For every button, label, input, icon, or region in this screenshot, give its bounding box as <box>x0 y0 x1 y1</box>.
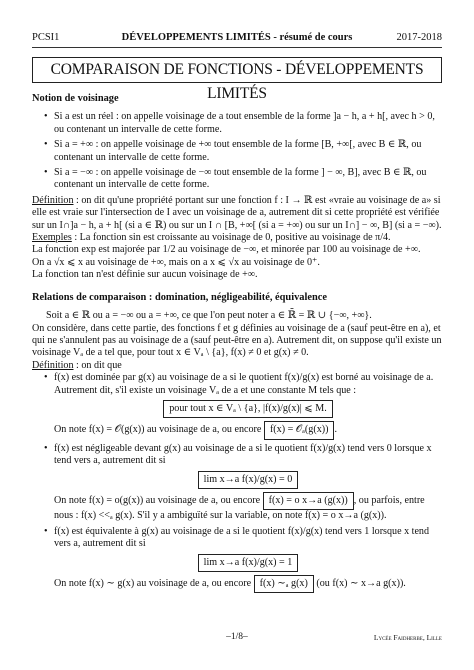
document-body <box>32 93 442 596</box>
comparaison-list <box>32 372 442 593</box>
definition-label: Définition <box>32 194 74 206</box>
domination-note-box: f(x) = 𝒪ₐ(g(x)) <box>264 421 335 439</box>
list-item: • Si a est un réel : on appelle voisinage de a tout ensemble de la forme ]a − h, a + h[, avec h > 0, ou contenant un intervalle de cette forme. <box>46 111 442 136</box>
list-item: • Si a = −∞ : on appelle voisinage de −∞ tout ensemble de la forme ] − ∞, B], avec B ∈ ℝ, ou contenant un intervalle de cette forme. <box>46 167 442 192</box>
negligeable-note-box: f(x) = o x→a (g(x)) <box>263 492 354 510</box>
definition-text: : on dit qu'une propriété portant sur une fonction f : I → ℝ est «vraie au voisinage de a» si elle est vraie sur l'intersection de I avec un voisinage de a, autrement dit si cette propriété est vérifiée sur un I∩]a − h, a + h[ (si a ∈ ℝ) ou sur un I ∩ [B, +∞[ (si a = +∞) ou sur un I∩] − ∞, B] (si a = −∞). <box>32 194 442 231</box>
domination-box: pour tout x ∈ Vₐ \ {a}, |f(x)/g(x)| ⩽ M. <box>163 400 333 418</box>
voisinage-list <box>32 111 442 191</box>
list-item-negligeable <box>46 443 442 523</box>
definition-label: Définition <box>32 359 74 371</box>
equivalente-note: On note f(x) ∼ g(x) au voisinage de a, ou encore <box>54 578 252 589</box>
definition-comparaison <box>32 360 442 372</box>
list-item-equivalente <box>46 526 442 594</box>
negligeable-note: On note f(x) = o(g(x)) au voisinage de a, ou encore <box>54 494 261 506</box>
example-2: La fonction exp est majorée par 1/2 au voisinage de −∞, et minorée par 100 au voisinage de +∞. <box>32 244 421 256</box>
header-right: 2017-2018 <box>396 32 442 43</box>
equivalente-note-b: (ou f(x) ∼ x→a g(x)). <box>316 578 406 589</box>
definition-text: : on dit que <box>73 359 122 371</box>
equivalente-note-box: f(x) ∼ₐ g(x) <box>254 575 314 593</box>
negligeable-note-2: f(x) <<ₐ g(x). S'il y a ambiguïté sur la variable, on note f(x) = o x→a (g(x)). <box>80 510 387 522</box>
examples <box>32 232 442 244</box>
example-3: On a √x ⩽ x au voisinage de +∞, mais on a x ⩽ √x au voisinage de 0⁺. <box>32 256 320 268</box>
page-number: –1/8– <box>226 632 248 642</box>
page-title: COMPARAISON DE FONCTIONS - DÉVELOPPEMENTS LIMITÉS <box>32 57 442 83</box>
example-1: : La fonction sin est croissante au voisinage de 0, positive au voisinage de π/4. <box>71 232 391 244</box>
domination-explain: Autrement dit, s'il existe un voisinage Vₐ de a et une constante M tels que : <box>54 384 357 396</box>
example-4: La fonction tan n'est définie sur aucun voisinage de +∞. <box>32 269 258 281</box>
section-heading-comparaison: Relations de comparaison : domination, négligeabilité, équivalence <box>32 291 327 303</box>
header-center: DÉVELOPPEMENTS LIMITÉS - résumé de cours <box>121 32 353 43</box>
list-item-domination: • f(x) est dominée par g(x) au voisinage de a si le quotient f(x)/g(x) est borné au voisinage de a. Autrement dit, s'il existe un voisinage Vₐ de a et une constante M tels que : pour tout x ∈ Vₐ \ {a}, |f(x)/g(x)| ⩽ M. On note f(x) = 𝒪(g(x)) au voisinage de a, ou encore f(x) = 𝒪ₐ(g(x)) . <box>46 372 442 440</box>
list-item: • Si a = +∞ : on appelle voisinage de +∞ tout ensemble de la forme [B, +∞[, avec B ∈ ℝ, ou contenant un intervalle de cette forme. <box>46 139 442 164</box>
negligeable-def: f(x) est négligeable devant g(x) au voisinage de a si le quotient f(x)/g(x) tend vers 0 lorsque x tend vers a, autrement dit si <box>54 442 432 467</box>
negligeable-note-b: , ou parfois, entre nous : <box>54 494 425 522</box>
footer-school: Lycée Faidherbe, Lille <box>373 633 442 642</box>
header-rule <box>32 47 442 48</box>
negligeable-box: lim x→a f(x)/g(x) = 0 <box>198 471 299 489</box>
equivalente-def: f(x) est équivalente à g(x) au voisinage de a si le quotient f(x)/g(x) tend vers 1 lorsque x tend vers a, autrement dit si <box>54 525 430 550</box>
section-heading-voisinage: Notion de voisinage <box>32 93 119 104</box>
header-left: PCSI1 <box>32 32 60 43</box>
domination-note: On note f(x) = 𝒪(g(x)) au voisinage de a, ou encore <box>54 424 262 436</box>
domination-def: f(x) est dominée par g(x) au voisinage de a si le quotient f(x)/g(x) est borné au voisinage de a. <box>54 372 434 384</box>
equivalente-box: lim x→a f(x)/g(x) = 1 <box>198 554 299 572</box>
examples-label: Exemples <box>32 232 72 244</box>
definition-voisinage <box>32 195 442 232</box>
intro-2: On considère, dans cette partie, des fonctions f et g définies au voisinage de a (sauf peut-être en a), et qui ne s'annulent pas au voisinage de a (sauf peut-être en a). Autrement dit, on suppose qu'il existe un voisinage Vₐ de a tel que, pour tout x ∈ Vₐ \ {a}, f(x) ≠ 0 et g(x) ≠ 0. <box>32 322 442 359</box>
intro-1: Soit a ∈ ℝ ou a = −∞ ou a = +∞, ce que l'on peut noter a ∈ ℝ̄ = ℝ ∪ {−∞, +∞}. <box>46 310 372 322</box>
